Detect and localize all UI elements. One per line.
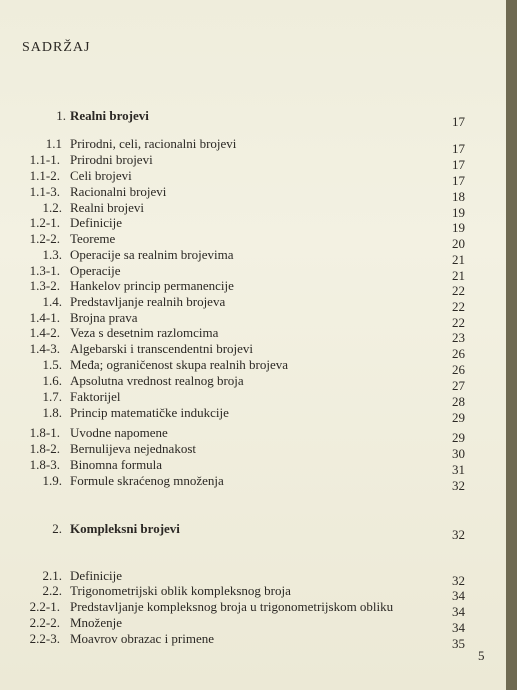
toc-entry (0, 247, 506, 267)
toc-entry (0, 631, 506, 651)
toc-entry-number: 1.8-3. (29, 457, 60, 472)
toc-entry-number: 1.8. (42, 405, 62, 420)
toc-entry (0, 168, 506, 188)
toc-entry (0, 405, 506, 425)
toc-entry (0, 583, 506, 603)
toc-entry-page: 29 (452, 410, 465, 425)
toc-entry-title: Binomna formula (70, 457, 163, 472)
toc-entry-page: 34 (452, 588, 465, 603)
toc-entry-title: Definicije (70, 568, 122, 583)
toc-entry-number: 1.1-3. (29, 184, 60, 199)
toc-entry (0, 521, 506, 542)
page-heading: SADRŽAJ (22, 40, 91, 55)
toc-entry-page: 20 (452, 236, 465, 251)
toc-entry-title: Brojna prava (70, 310, 138, 325)
toc-entry (0, 278, 506, 298)
toc-entry (0, 425, 506, 445)
toc-entry-number: 1.4-2. (29, 325, 60, 340)
toc-entry (0, 357, 506, 377)
toc-entry (0, 599, 506, 619)
toc-entry-number: 1.3-2. (29, 278, 60, 293)
toc-entry-page: 17 (452, 141, 465, 156)
toc-entry-page: 19 (452, 205, 465, 220)
toc-entry-page: 18 (452, 189, 465, 204)
toc-entry-number: 1.4. (42, 294, 62, 309)
toc-entry-page: 30 (452, 446, 465, 461)
toc-entry (0, 615, 506, 635)
toc-entry (0, 231, 506, 251)
toc-entry (0, 263, 506, 283)
toc-entry-number: 1.4-3. (29, 341, 60, 356)
toc-entry-title: Formule skraćenog množenja (70, 473, 224, 488)
toc-entry-number: 1. (56, 108, 66, 123)
toc-entry-number: 1.3-1. (29, 263, 60, 278)
toc-entry-title: Realni brojevi (70, 200, 145, 215)
toc-entry-number: 1.2. (42, 200, 62, 215)
toc-entry-number: 1.8-1. (29, 425, 60, 440)
toc-entry-page: 31 (452, 462, 465, 477)
toc-entry-number: 1.1-2. (29, 168, 60, 183)
toc-entry-page: 21 (452, 268, 465, 283)
toc-entry-title: Celi brojevi (70, 168, 132, 183)
toc-entry-page: 26 (452, 346, 465, 361)
toc-entry-title: Operacije (70, 263, 121, 278)
toc-entry-title: Realni brojevi (70, 108, 149, 123)
toc-entry-number: 2.2-1. (29, 599, 60, 614)
toc-entry (0, 441, 506, 461)
toc-entry-page: 28 (452, 394, 465, 409)
toc-entry (0, 136, 506, 156)
toc-entry (0, 473, 506, 493)
toc-entry (0, 373, 506, 393)
toc-entry-page: 22 (452, 315, 465, 330)
toc-entry-title: Veza s desetnim razlomcima (70, 325, 219, 340)
toc-entry-title: Princip matematičke indukcije (70, 405, 229, 420)
toc-entry-page: 27 (452, 378, 465, 393)
toc-entry-number: 1.5. (42, 357, 62, 372)
toc-entry-number: 2.2. (42, 583, 62, 598)
toc-entry-title: Faktorijel (70, 389, 121, 404)
toc-entry-title: Predstavljanje kompleksnog broja u trigonometrijskom obliku (70, 599, 394, 614)
toc-entry-number: 1.2-2. (29, 231, 60, 246)
toc-entry-number: 2.2-2. (29, 615, 60, 630)
toc-entry-title: Racionalni brojevi (70, 184, 167, 199)
toc-entry-page: 21 (452, 252, 465, 267)
toc-entry-number: 1.6. (42, 373, 62, 388)
toc-entry-title: Bernulijeva nejednakost (70, 441, 196, 456)
toc-entry-title: Algebarski i transcendentni brojevi (70, 341, 254, 356)
toc-entry-title: Definicije (70, 215, 122, 230)
toc-entry-page: 32 (452, 573, 465, 588)
toc-entry-number: 2.2-3. (29, 631, 60, 646)
toc-entry-title: Kompleksni brojevi (70, 521, 180, 536)
toc-entry-page: 19 (452, 220, 465, 235)
toc-entry-page: 17 (452, 114, 465, 129)
toc-entry (0, 325, 506, 345)
toc-entry-page: 17 (452, 173, 465, 188)
toc-entry-page: 34 (452, 620, 465, 635)
toc-entry-page: 17 (452, 157, 465, 172)
toc-entry-number: 2. (52, 521, 62, 536)
toc-entry-title: Prirodni, celi, racionalni brojevi (70, 136, 237, 151)
toc-entry-title: Međa; ograničenost skupa realnih brojeva (70, 357, 289, 372)
toc-entry (0, 389, 506, 409)
toc-entry-page: 29 (452, 430, 465, 445)
toc-entry-page: 26 (452, 362, 465, 377)
toc-entry-page: 22 (452, 299, 465, 314)
toc-entry (0, 341, 506, 361)
toc-entry-title: Moavrov obrazac i primene (70, 631, 215, 646)
toc-entry (0, 184, 506, 204)
toc-entry-number: 1.8-2. (29, 441, 60, 456)
toc-entry-number: 1.4-1. (29, 310, 60, 325)
toc-entry-number: 2.1. (42, 568, 62, 583)
toc-entry (0, 215, 506, 235)
toc-entry-number: 1.3. (42, 247, 62, 262)
toc-entry-title: Uvodne napomene (70, 425, 168, 440)
page-folio: 5 (478, 648, 485, 663)
toc-entry-number: 1.2-1. (29, 215, 60, 230)
toc-entry-title: Trigonometrijski oblik kompleksnog broja (70, 583, 291, 598)
toc-entry (0, 310, 506, 330)
toc-entry-page: 32 (452, 478, 465, 493)
toc-entry-title: Prirodni brojevi (70, 152, 153, 167)
toc-entry-number: 1.1 (45, 136, 62, 151)
toc-entry-number: 1.7. (42, 389, 62, 404)
toc-entry-page: 35 (452, 636, 465, 651)
toc-entry (0, 568, 506, 588)
toc-entry-number: 1.1-1. (29, 152, 60, 167)
toc-entry-title: Teoreme (70, 231, 116, 246)
toc-entry-title: Apsolutna vrednost realnog broja (70, 373, 244, 388)
toc-entry-page: 34 (452, 604, 465, 619)
toc-entry (0, 152, 506, 172)
toc-entry-title: Operacije sa realnim brojevima (70, 247, 234, 262)
toc-entry (0, 294, 506, 314)
toc-entry-number: 1.9. (42, 473, 62, 488)
toc-entry-page: 32 (452, 527, 465, 542)
toc-entry-page: 23 (452, 330, 465, 345)
toc-entry (0, 457, 506, 477)
toc-entry-title: Predstavljanje realnih brojeva (70, 294, 226, 309)
toc-entry-title: Množenje (70, 615, 122, 630)
toc-entry (0, 108, 506, 129)
toc-entry-page: 22 (452, 283, 465, 298)
toc-entry (0, 200, 506, 220)
toc-entry-title: Hankelov princip permanencije (70, 278, 234, 293)
